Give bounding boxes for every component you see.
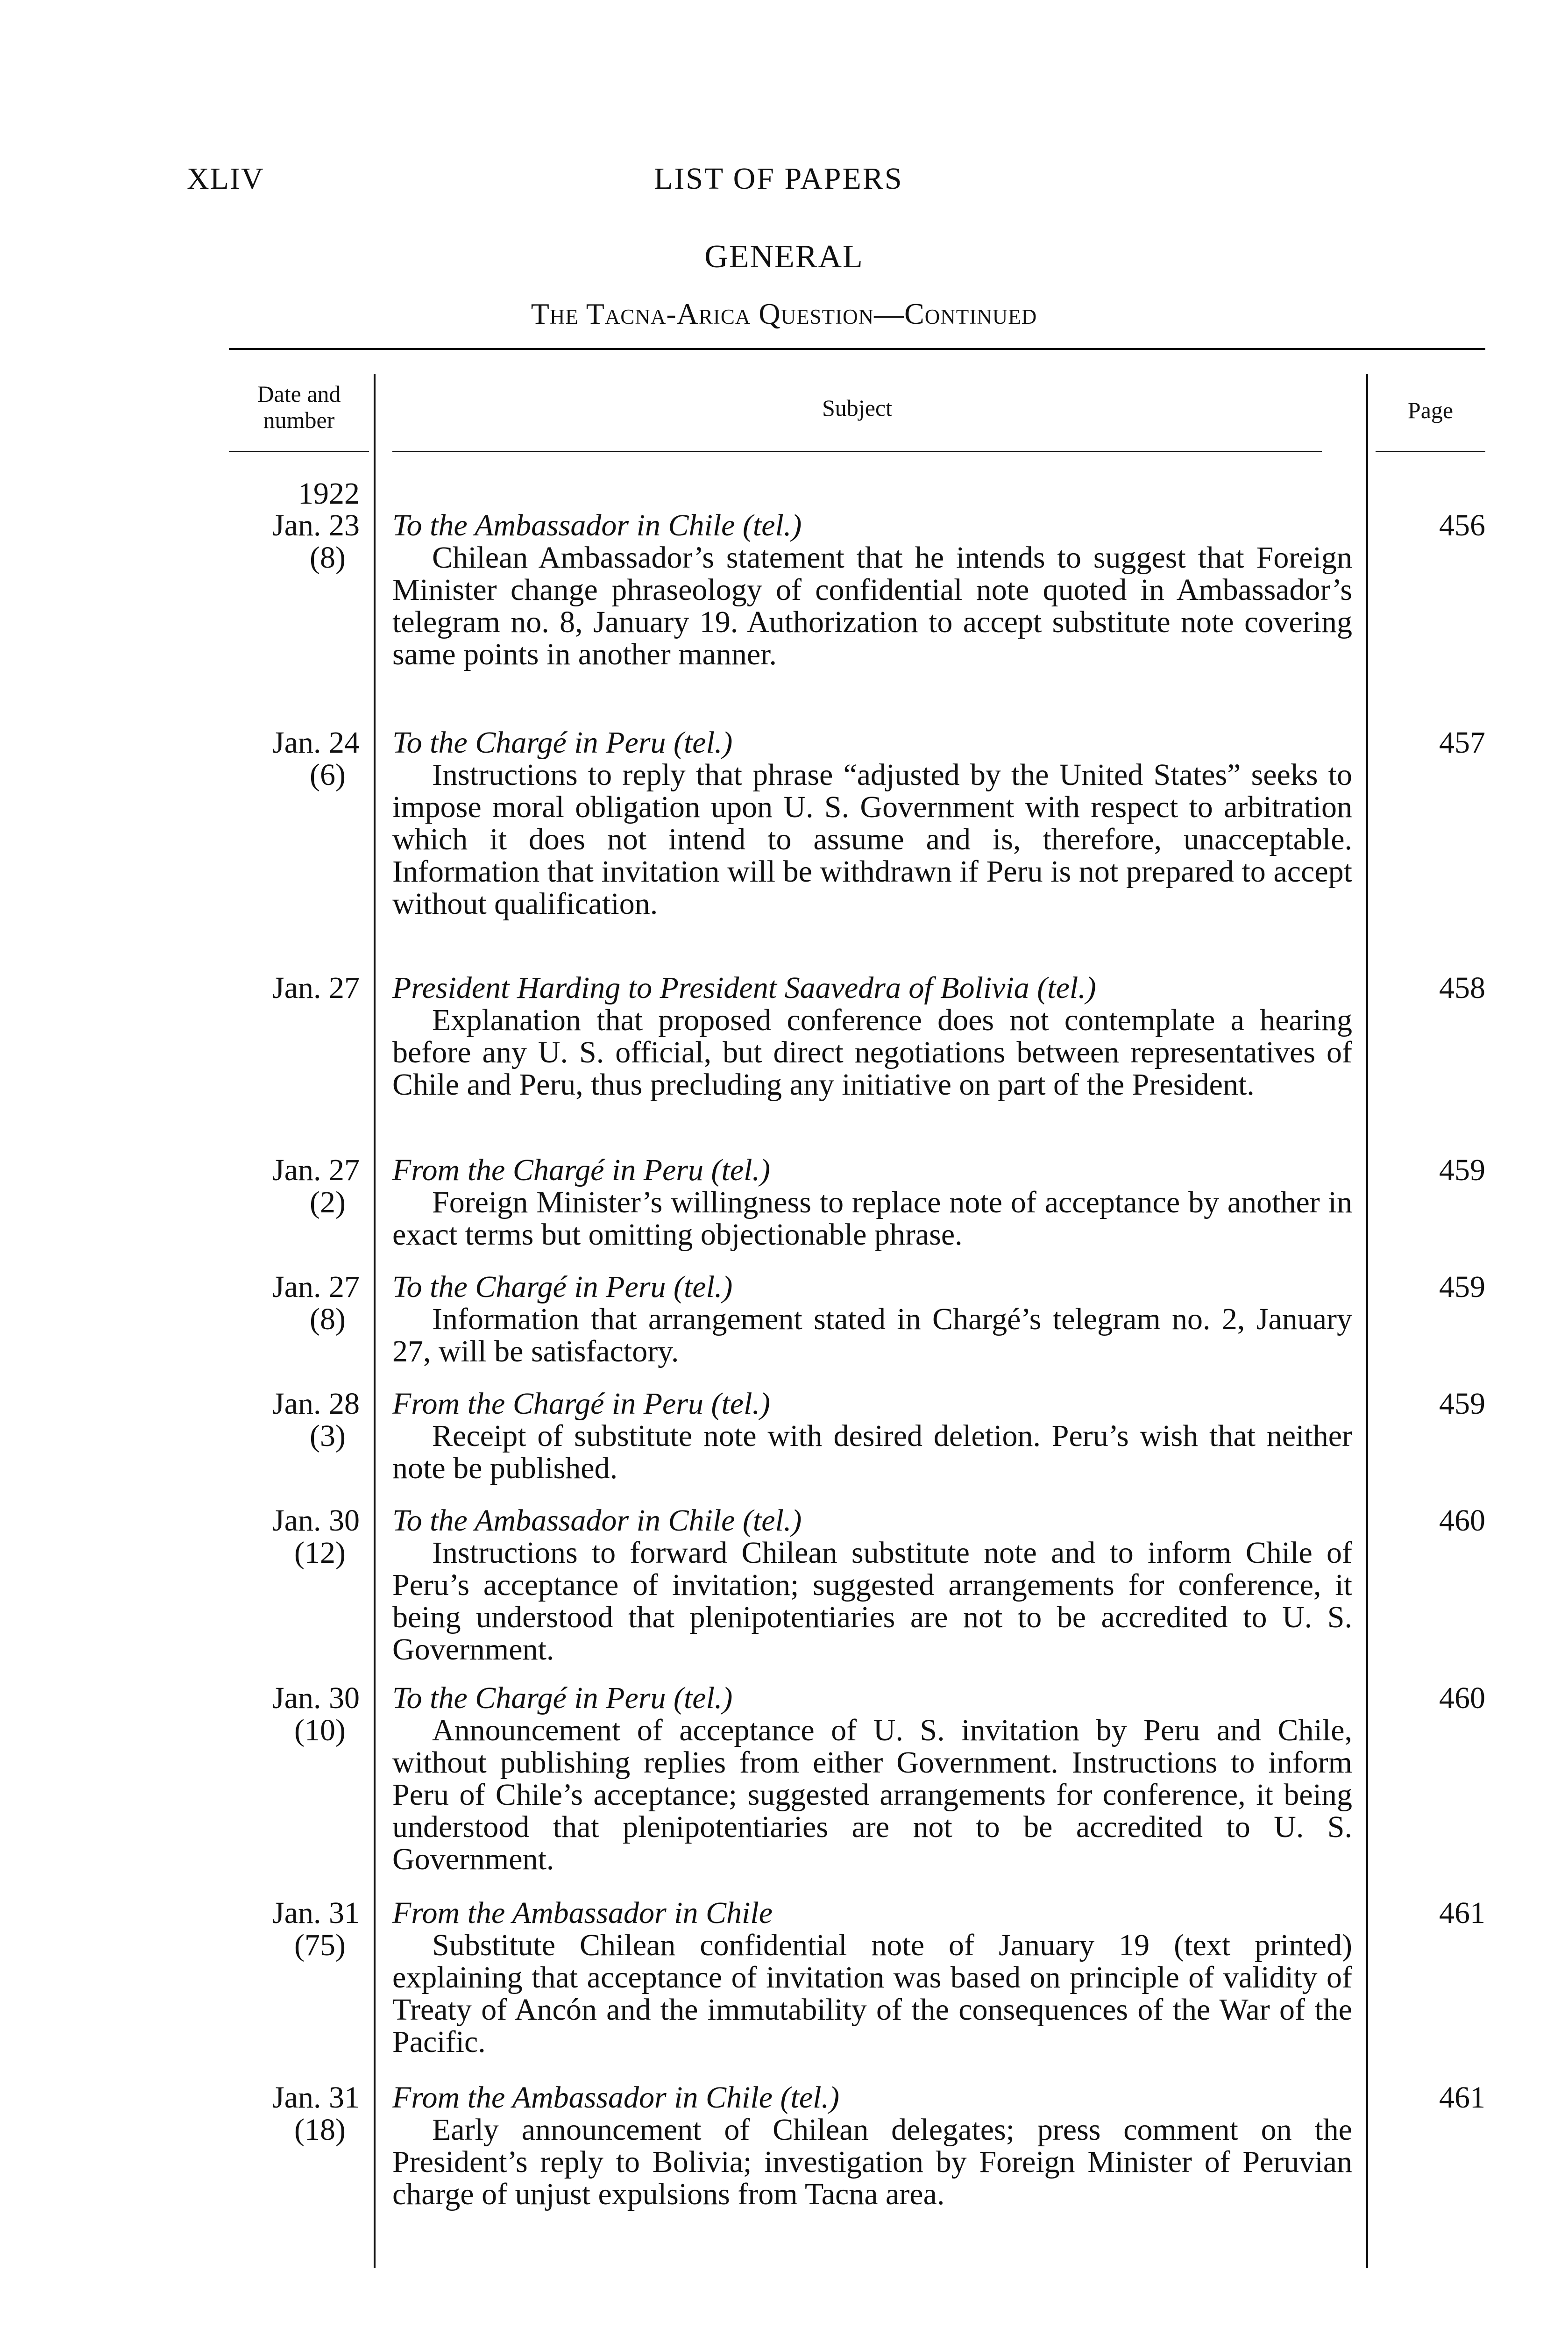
entry-date-cell xyxy=(201,726,360,791)
entry-number: (18) xyxy=(294,2113,346,2147)
entry-subject-cell xyxy=(392,1271,1352,1367)
entry-summary: Instructions to reply that phrase “adjusted by the United States” seeks to impose moral obligation upon U. S. Government with respect to arbitration which it does not intend to assume and is, therefore, unacceptable. Information that invitation will be withdrawn if Peru is not prepared to accept without qualification. xyxy=(392,758,1352,921)
entry-date-cell xyxy=(201,509,360,574)
column-header-date-line2: number xyxy=(263,407,335,433)
header-underline-page xyxy=(1376,451,1485,452)
entry-date-cell xyxy=(201,2081,360,2146)
entry-date: Jan. 27 xyxy=(272,971,360,1005)
entry-date: Jan. 24 xyxy=(272,726,360,760)
entry-date: Jan. 23 xyxy=(272,508,360,542)
subsection-title: The Tacna-Arica Question—Continued xyxy=(531,297,1037,330)
entry-date: Jan. 27 xyxy=(272,1270,360,1304)
entry-subject-cell xyxy=(392,2081,1352,2210)
entry-page: 461 xyxy=(1439,2080,1485,2115)
header-underline-subject xyxy=(392,451,1322,452)
entry-summary: Instructions to forward Chilean substitute note and to inform Chile of Peru’s acceptance of invitation; suggested arrangements for conference, it being understood that plenipotentiaries are not to be accredited to U. S. Government. xyxy=(392,1536,1352,1667)
entry-subject-cell xyxy=(392,972,1352,1101)
column-divider-left xyxy=(374,374,376,2268)
entry-heading: From the Chargé in Peru (tel.) xyxy=(392,1153,770,1187)
entry-subject-cell xyxy=(392,1897,1352,2058)
entry-heading: President Harding to President Saavedra of Bolivia (tel.) xyxy=(392,971,1096,1005)
entry-date-cell xyxy=(201,1388,360,1452)
entry-heading: To the Ambassador in Chile (tel.) xyxy=(392,508,802,542)
entry-number: (8) xyxy=(310,1302,346,1336)
year-label: 1922 xyxy=(298,477,360,511)
entry-subject-cell xyxy=(392,1504,1352,1666)
entry-date: Jan. 31 xyxy=(272,1896,360,1930)
entry-summary: Receipt of substitute note with desired deletion. Peru’s wish that neither note be published. xyxy=(392,1419,1352,1485)
entry-heading: To the Chargé in Peru (tel.) xyxy=(392,726,733,760)
entry-page: 461 xyxy=(1439,1896,1485,1930)
page-number: XLIV xyxy=(187,162,264,196)
table-top-rule xyxy=(229,348,1485,350)
entry-summary: Early announcement of Chilean delegates; press comment on the President’s reply to Bolivia; investigation by Foreign Minister of Peruvian charge of unjust expulsions from Tacna area. xyxy=(392,2113,1352,2211)
entry-summary: Announcement of acceptance of U. S. invitation by Peru and Chile, without publishing replies from either Government. Instructions to inform Peru of Chile’s acceptance; suggested arrangements for conference, it being understood that plenipotentiaries are not to be accredited to U. S. Government. xyxy=(392,1713,1352,1876)
entry-heading: To the Ambassador in Chile (tel.) xyxy=(392,1503,802,1538)
section-title: GENERAL xyxy=(704,239,864,275)
entry-date: Jan. 30 xyxy=(272,1681,360,1715)
entry-subject-cell xyxy=(392,509,1352,670)
entry-page: 459 xyxy=(1439,1270,1485,1304)
entry-number: (6) xyxy=(310,758,346,792)
entry-page: 457 xyxy=(1439,726,1485,760)
entry-heading: To the Chargé in Peru (tel.) xyxy=(392,1270,733,1304)
entry-date: Jan. 31 xyxy=(272,2080,360,2115)
entry-summary: Substitute Chilean confidential note of January 19 (text printed) explaining that acceptance of invitation was based on principle of validity of Treaty of Ancón and the immutability of the consequences of the War of the Pacific. xyxy=(392,1928,1352,2059)
running-head: LIST OF PAPERS xyxy=(654,162,903,196)
entry-heading: To the Chargé in Peru (tel.) xyxy=(392,1681,733,1715)
entry-number: (10) xyxy=(294,1713,346,1747)
entry-date-cell xyxy=(201,1504,360,1569)
entry-summary: Information that arrangement stated in Chargé’s telegram no. 2, January 27, will be satisfactory. xyxy=(392,1302,1352,1368)
column-divider-right xyxy=(1366,374,1368,2268)
column-header-date xyxy=(229,381,369,433)
entry-summary: Foreign Minister’s willingness to replace note of acceptance by another in exact terms but omitting objectionable phrase. xyxy=(392,1185,1352,1252)
entry-subject-cell xyxy=(392,1154,1352,1251)
entry-date: Jan. 28 xyxy=(272,1387,360,1421)
entry-heading: From the Chargé in Peru (tel.) xyxy=(392,1387,770,1421)
entry-number: (3) xyxy=(310,1419,346,1453)
entry-number: (2) xyxy=(310,1185,346,1219)
entry-date-cell xyxy=(201,1682,360,1746)
entry-subject-cell xyxy=(392,726,1352,920)
entry-page: 456 xyxy=(1439,508,1485,542)
entry-heading: From the Ambassador in Chile (tel.) xyxy=(392,2080,839,2115)
column-header-subject: Subject xyxy=(822,395,892,421)
entry-number: (8) xyxy=(310,541,346,575)
entry-number: (12) xyxy=(294,1536,346,1570)
entry-date-cell xyxy=(201,972,360,1004)
entry-page: 459 xyxy=(1439,1153,1485,1187)
entry-date: Jan. 27 xyxy=(272,1153,360,1187)
header-underline-date xyxy=(229,451,369,452)
entry-subject-cell xyxy=(392,1388,1352,1484)
entry-page: 460 xyxy=(1439,1681,1485,1715)
entry-date-cell xyxy=(201,1897,360,1961)
entry-date-cell xyxy=(201,1154,360,1218)
column-header-date-line1: Date and xyxy=(257,381,341,407)
entry-number: (75) xyxy=(294,1928,346,1962)
entry-date-cell xyxy=(201,1271,360,1335)
entry-date: Jan. 30 xyxy=(272,1503,360,1538)
entry-heading: From the Ambassador in Chile xyxy=(392,1896,773,1930)
entry-summary: Chilean Ambassador’s statement that he intends to suggest that Foreign Minister change phraseology of confidential note quoted in Ambassador’s telegram no. 8, January 19. Authorization to accept substitute note covering same points in another manner. xyxy=(392,541,1352,671)
entry-summary: Explanation that proposed conference does not contemplate a hearing before any U. S. official, but direct negotiations between representatives of Chile and Peru, thus precluding any initiative on part of the President. xyxy=(392,1003,1352,1102)
column-header-page: Page xyxy=(1407,397,1454,423)
entry-page: 460 xyxy=(1439,1503,1485,1538)
entry-subject-cell xyxy=(392,1682,1352,1875)
entry-page: 459 xyxy=(1439,1387,1485,1421)
entry-page: 458 xyxy=(1439,971,1485,1005)
